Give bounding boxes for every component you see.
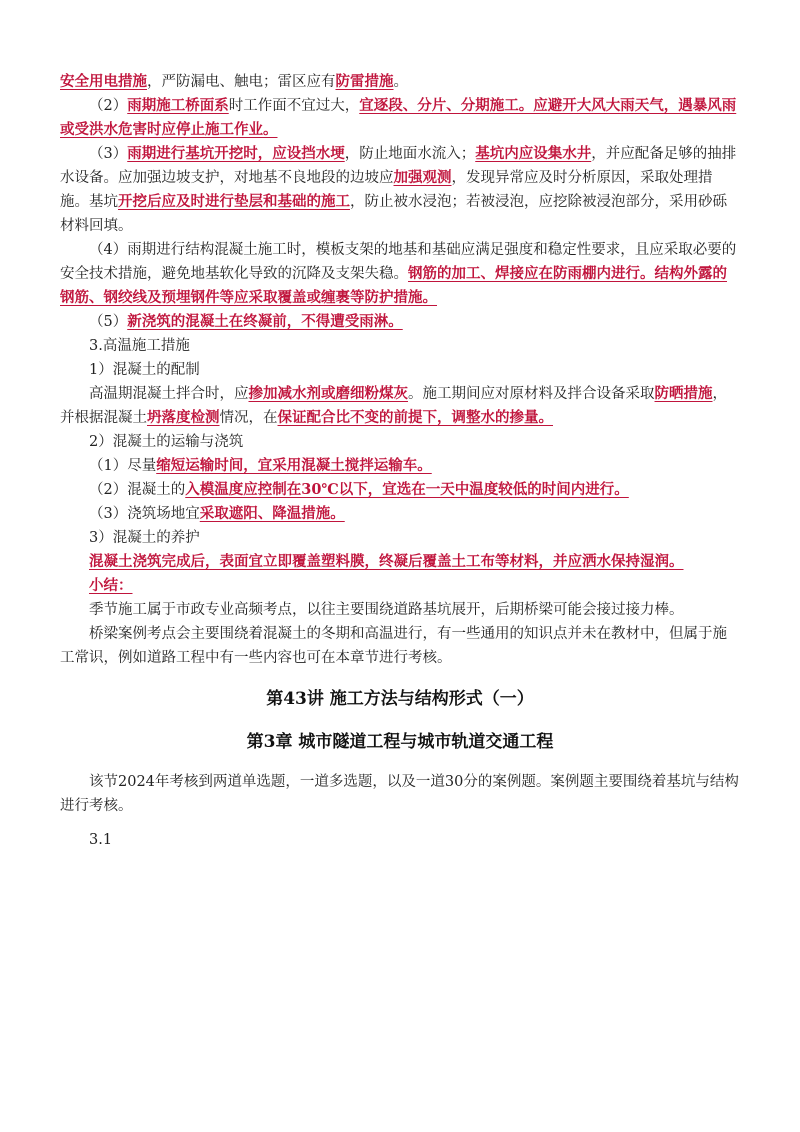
document-body [60, 70, 740, 852]
body-text: 高温期混凝土拌合时，应 [89, 386, 249, 402]
paragraph-transport-2 [60, 478, 740, 502]
highlight-text: 保证配合比不变的前提下，调整水的掺量。 [277, 409, 553, 426]
paragraph-item-4 [60, 238, 740, 310]
summary-paragraph-2: 桥梁案例考点会主要围绕着混凝土的冬期和高温进行，有一些通用的知识点并未在教材中，但属于施工常识，例如道路工程中有一些内容也可在本章节进行考核。 [60, 626, 727, 666]
body-text: ，发现异常应及时分析原因，采取处理措施。基坑 [60, 170, 713, 210]
paragraph-transport-1 [60, 454, 740, 478]
body-text: 时工作面不宜过大， [228, 98, 360, 114]
summary-label [60, 574, 740, 598]
highlight-text: 雨期施工桥面系 [127, 97, 229, 114]
highlight-text: 钢筋的加工、焊接应在防雨棚内进行。结构外露的钢筋、钢绞线及预埋钢件等应采取覆盖或缠裹等防护措施。 [60, 265, 727, 306]
highlight-text: 小结： [89, 577, 133, 594]
body-text: ，防止地面水流入； [344, 146, 476, 162]
body-text: 。施工期间应对原材料及拌合设备采取 [408, 386, 655, 402]
highlight-text: 缩短运输时间，宜采用混凝土搅拌运输车。 [156, 457, 432, 474]
subheading-mix: 1）混凝土的配制 [89, 362, 200, 378]
paragraph-item-2 [60, 94, 740, 142]
highlight-text: 坍落度检测 [147, 409, 220, 426]
body-text: （1）尽量 [89, 458, 157, 474]
highlight-text: 采取遮阳、降温措施。 [199, 505, 345, 522]
subheading-transport: 2）混凝土的运输与浇筑 [89, 434, 244, 450]
body-text: 。 [393, 74, 408, 90]
body-text: 情况，在 [219, 410, 278, 426]
highlight-text: 基坑内应设集水井 [475, 145, 592, 162]
highlight-text: 入模温度应控制在30℃以下，宜选在一天中温度较低的时间内进行。 [185, 481, 629, 498]
highlight-text: 宜逐段、分片、分期施工。应避开大风大雨天气，遇暴风雨或受洪水危害时应停止施工作业。 [60, 97, 737, 138]
paragraph-item-3 [60, 142, 740, 238]
body-text: （2）混凝土的 [89, 482, 186, 498]
paragraph-curing [60, 550, 740, 574]
body-text: ，严防漏电、触电；雷区应有 [147, 74, 336, 90]
body-text: （3） [89, 146, 128, 162]
highlight-text: 安全用电措施 [60, 73, 147, 90]
highlight-text: 混凝土浇筑完成后，表面宜立即覆盖塑料膜，终凝后覆盖土工布等材料，并应洒水保持湿润。 [89, 553, 684, 570]
paragraph-lightning [60, 70, 740, 94]
body-text: （5） [89, 314, 128, 330]
chapter-title: 第3章 城市隧道工程与城市轨道交通工程 [246, 732, 554, 752]
body-text: （3）浇筑场地宜 [89, 506, 200, 522]
paragraph-transport-3 [60, 502, 740, 526]
body-text: （2） [89, 98, 128, 114]
body-text: ，并根据混凝土 [60, 386, 727, 426]
chapter-intro: 该节2024年考核到两道单选题，一道多选题，以及一道30分的案例题。案例题主要围绕着基坑与结构进行考核。 [60, 774, 739, 814]
highlight-text: 开挖后应及时进行垫层和基础的施工 [118, 193, 350, 210]
lecture-title: 第43讲 施工方法与结构形式（一） [266, 689, 534, 709]
highlight-text: 加强观测 [393, 169, 452, 186]
subheading-curing: 3）混凝土的养护 [89, 530, 200, 546]
paragraph-item-5 [60, 310, 740, 334]
body-text: ，防止被水浸泡；若被浸泡，应挖除被浸泡部分，采用砂砾材料回填。 [60, 194, 727, 234]
highlight-text: 掺加减水剂或磨细粉煤灰 [248, 385, 408, 402]
paragraph-mix [60, 382, 740, 430]
section-number: 3.1 [89, 832, 113, 848]
highlight-text: 防雷措施 [335, 73, 394, 90]
highlight-text: 雨期进行基坑开挖时，应设挡水埂 [127, 145, 345, 162]
highlight-text: 防晒措施 [654, 385, 713, 402]
body-text: ，并应配备足够的抽排水设备。应加强边坡支护，对地基不良地段的边坡应 [60, 146, 737, 186]
highlight-text: 新浇筑的混凝土在终凝前，不得遭受雨淋。 [127, 313, 403, 330]
body-text: （4）雨期进行结构混凝土施工时，模板支架的地基和基础应满足强度和稳定性要求，且应采取必要的安全技术措施，避免地基软化导致的沉降及支架失稳。 [60, 242, 737, 282]
summary-paragraph-1: 季节施工属于市政专业高频考点，以往主要围绕道路基坑展开，后期桥梁可能会接过接力棒。 [89, 602, 684, 618]
section-heading-high-temp: 3.高温施工措施 [89, 338, 190, 354]
